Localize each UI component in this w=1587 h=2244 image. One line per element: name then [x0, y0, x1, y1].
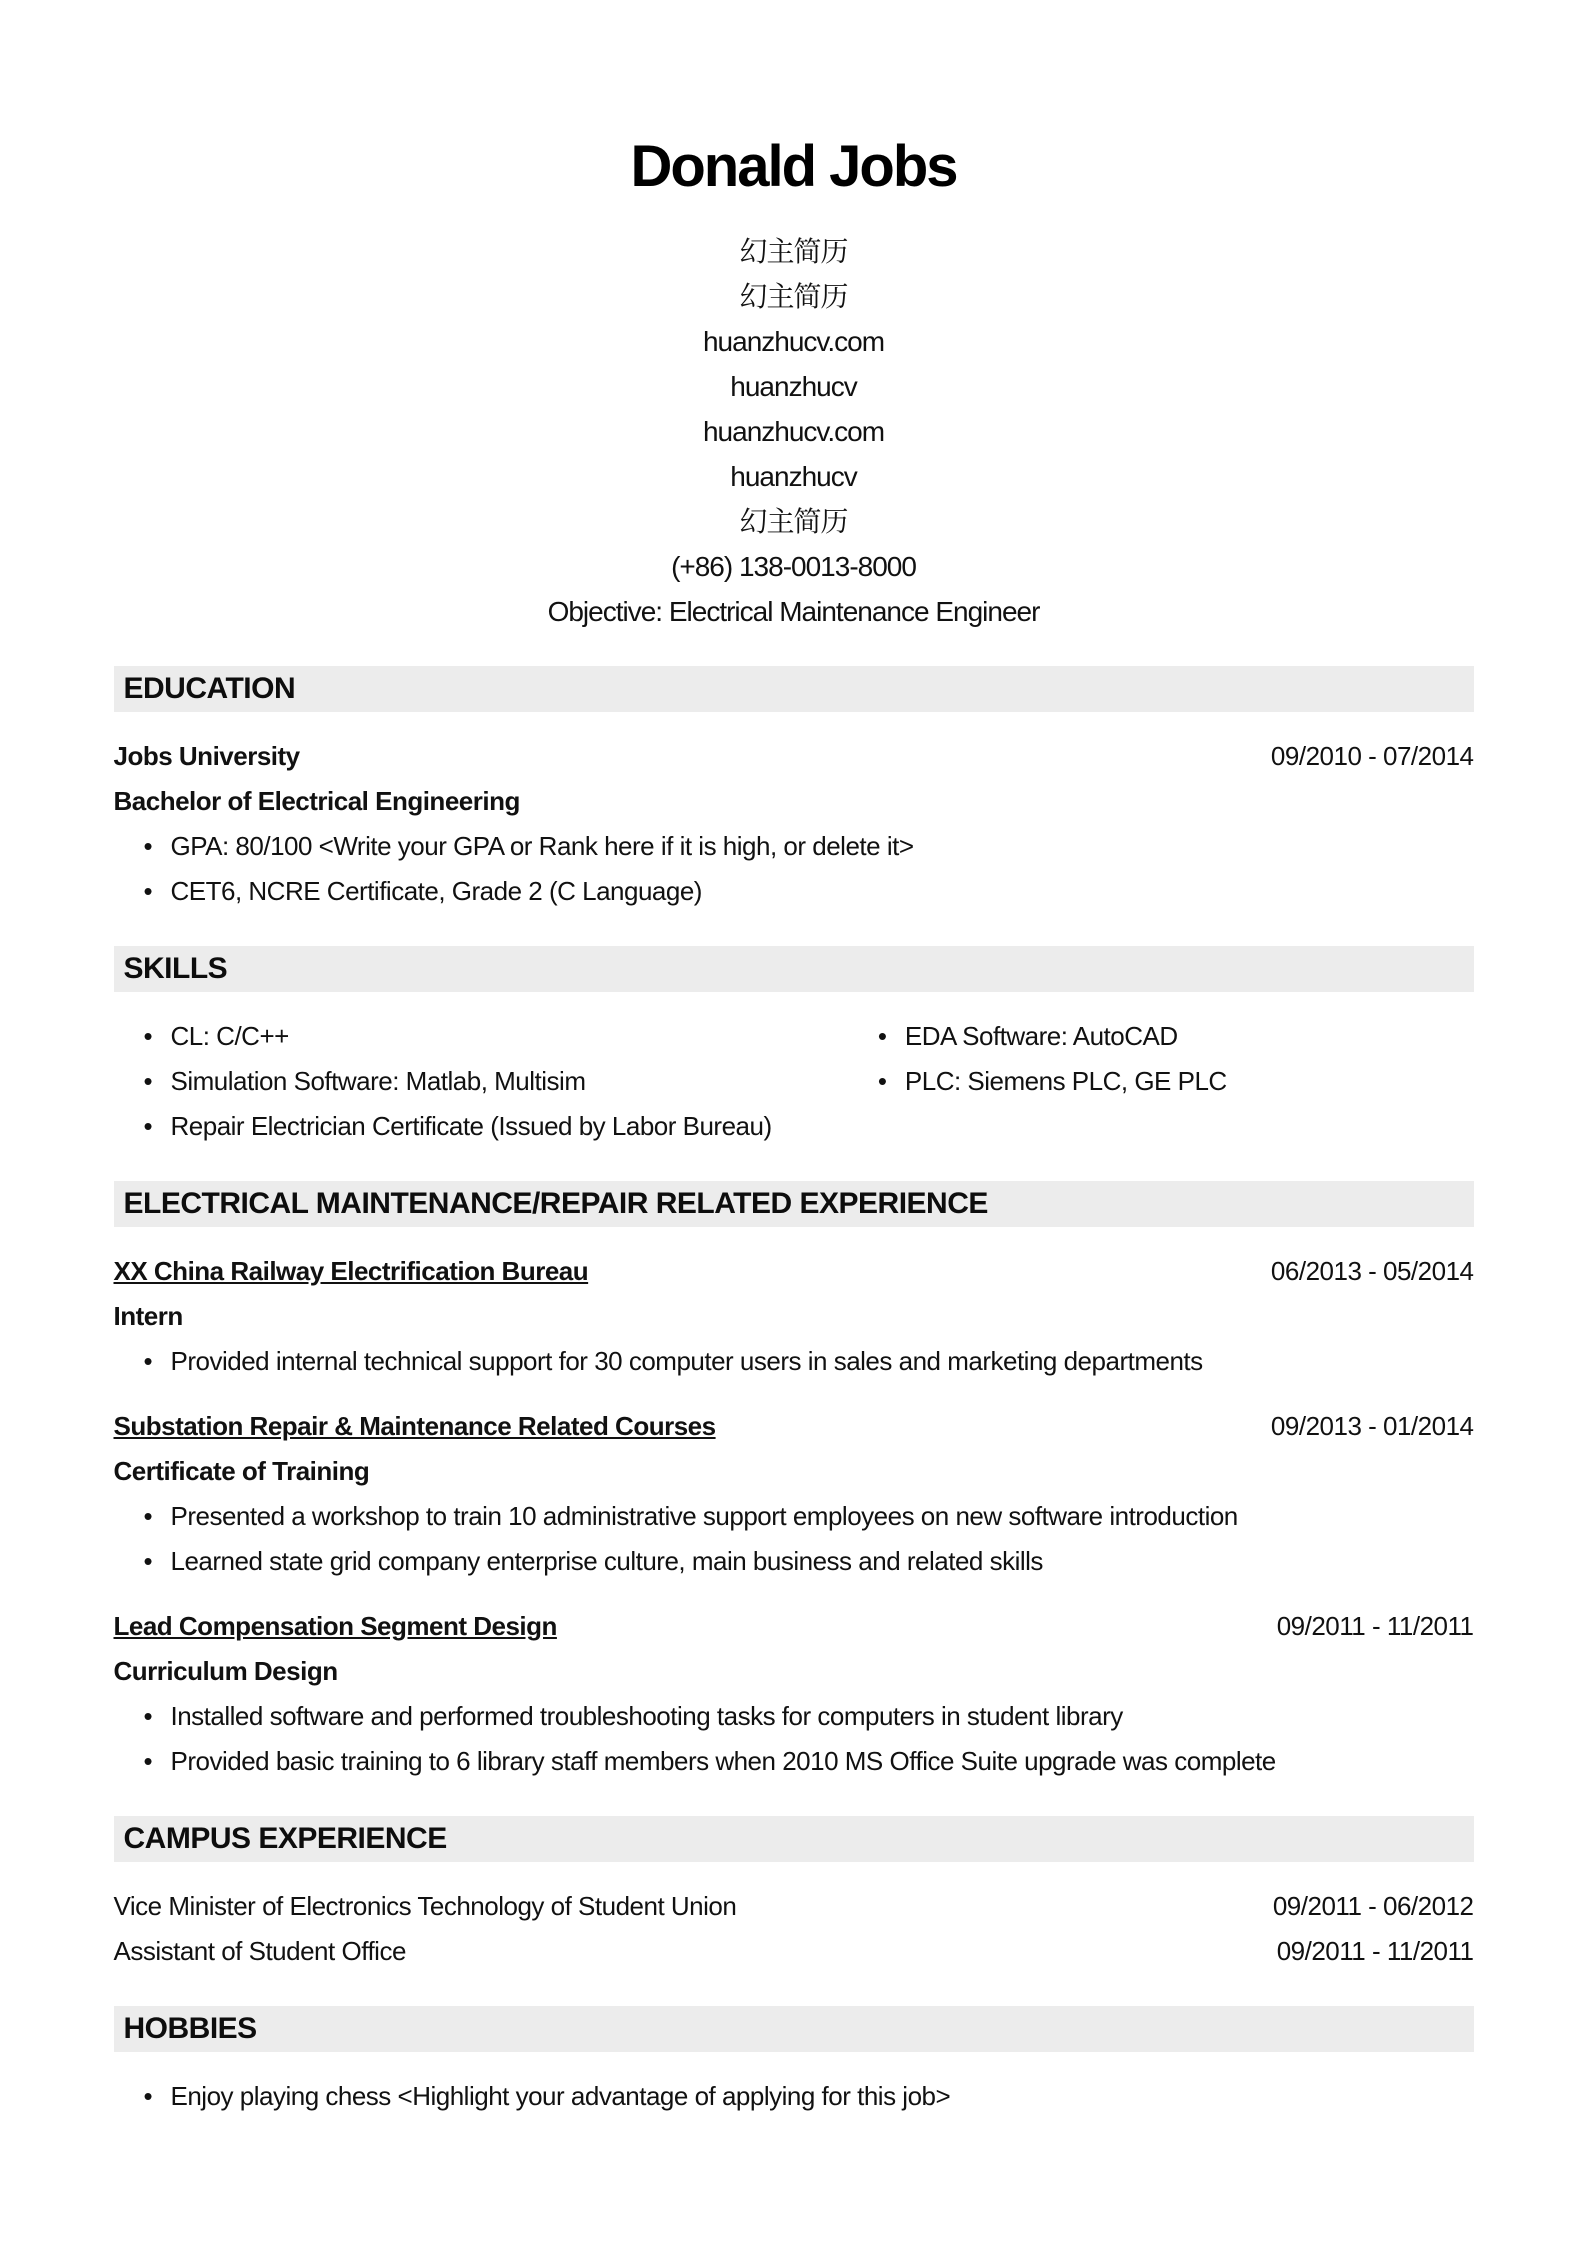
experience-bullet-list: [114, 1494, 1474, 1584]
hobbies-bullet-list: [114, 2074, 1474, 2119]
contact-line-website: huanzhucv.com: [702, 415, 885, 447]
contact-line: 幻主简历: [739, 280, 848, 312]
section-header-hobbies: HOBBIES: [114, 2006, 1474, 2052]
experience-entry: [114, 1249, 1474, 1384]
education-entry-header: [114, 734, 1474, 779]
education-bullet: • GPA: 80/100 <Write your GPA or Rank here if it is high, or delete it>: [114, 824, 1474, 869]
campus-row: [114, 1884, 1474, 1929]
skills-right-column: [848, 1014, 1474, 1149]
role-title: Certificate of Training: [113, 1455, 370, 1486]
section-education: [114, 666, 1474, 914]
resume-page: [114, 0, 1474, 2119]
experience-bullet-list: [114, 1694, 1474, 1784]
org-name: XX China Railway Electrification Bureau: [113, 1255, 589, 1286]
section-campus-experience: [114, 1816, 1474, 1974]
skills-left-column: [114, 1014, 848, 1149]
skill-item: • Repair Electrician Certificate (Issued by Labor Bureau): [114, 1104, 848, 1149]
skill-item: • EDA Software: AutoCAD: [848, 1014, 1474, 1059]
section-header-education: EDUCATION: [114, 666, 1474, 712]
role-title: Curriculum Design: [113, 1655, 338, 1686]
education-dates: 09/2010 - 07/2014: [1270, 740, 1474, 771]
experience-dates: 09/2011 - 11/2011: [1276, 1610, 1474, 1641]
campus-dates: 09/2011 - 06/2012: [1272, 1890, 1474, 1921]
degree-name: Bachelor of Electrical Engineering: [113, 785, 520, 816]
experience-entry-header: [114, 1404, 1474, 1449]
experience-dates: 06/2013 - 05/2014: [1270, 1255, 1474, 1286]
hobby-bullet: • Enjoy playing chess <Highlight your advantage of applying for this job>: [114, 2074, 1474, 2119]
section-header-skills: SKILLS: [114, 946, 1474, 992]
contact-line: 幻主简历: [739, 235, 848, 267]
experience-entry-header: [114, 1604, 1474, 1649]
skill-item: • CL: C/C++: [114, 1014, 848, 1059]
org-name: Substation Repair & Maintenance Related Courses: [113, 1410, 716, 1441]
experience-bullet: • Provided basic training to 6 library staff members when 2010 MS Office Suite upgrade was complete: [114, 1739, 1474, 1784]
school-name: Jobs University: [113, 740, 300, 771]
campus-dates: 09/2011 - 11/2011: [1276, 1935, 1474, 1966]
contact-line-handle: huanzhucv: [730, 460, 857, 492]
skills-columns: [114, 1014, 1474, 1149]
experience-bullet: • Installed software and performed troubleshooting tasks for computers in student library: [114, 1694, 1474, 1739]
experience-bullet-list: [114, 1339, 1474, 1384]
experience-bullet: • Learned state grid company enterprise culture, main business and related skills: [114, 1539, 1474, 1584]
section-header-experience: ELECTRICAL MAINTENANCE/REPAIR RELATED EXPERIENCE: [114, 1181, 1474, 1227]
skill-item: • Simulation Software: Matlab, Multisim: [114, 1059, 848, 1104]
campus-role: Assistant of Student Office: [113, 1935, 406, 1966]
skill-item: • PLC: Siemens PLC, GE PLC: [848, 1059, 1474, 1104]
campus-row: [114, 1929, 1474, 1974]
section-skills: [114, 946, 1474, 1149]
experience-entry-header: [114, 1249, 1474, 1294]
experience-bullet: • Presented a workshop to train 10 administrative support employees on new software introduction: [114, 1494, 1474, 1539]
contact-line-phone: (+86) 138-0013-8000: [671, 550, 916, 582]
contact-line-website: huanzhucv.com: [702, 325, 885, 357]
experience-dates: 09/2013 - 01/2014: [1270, 1410, 1474, 1441]
page-title: Donald Jobs: [630, 134, 957, 199]
contact-block: [114, 229, 1474, 634]
experience-bullet: • Provided internal technical support for 30 computer users in sales and marketing departments: [114, 1339, 1474, 1384]
experience-entry: [114, 1404, 1474, 1584]
experience-entry: [114, 1604, 1474, 1784]
org-name: Lead Compensation Segment Design: [113, 1610, 557, 1641]
contact-line: 幻主简历: [739, 505, 848, 537]
contact-line-objective: Objective: Electrical Maintenance Engineer: [547, 595, 1040, 627]
campus-role: Vice Minister of Electronics Technology of Student Union: [113, 1890, 737, 1921]
section-experience: [114, 1181, 1474, 1784]
section-header-campus: CAMPUS EXPERIENCE: [114, 1816, 1474, 1862]
education-bullet: • CET6, NCRE Certificate, Grade 2 (C Language): [114, 869, 1474, 914]
contact-line-handle: huanzhucv: [730, 370, 857, 402]
education-bullet-list: [114, 824, 1474, 914]
section-hobbies: [114, 2006, 1474, 2119]
role-title: Intern: [113, 1300, 183, 1331]
